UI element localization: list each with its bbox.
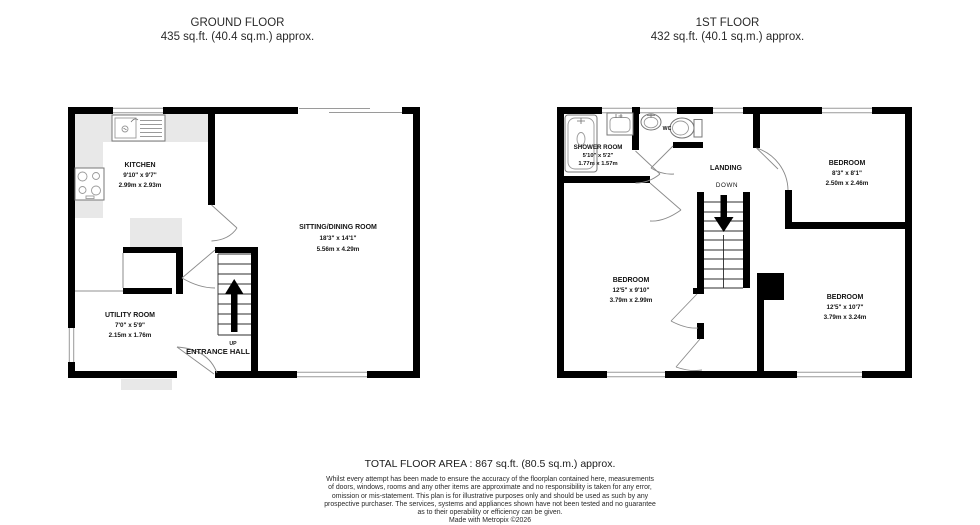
sitting-room-label: SITTING/DINING ROOM <box>299 224 377 231</box>
basin-icon <box>607 113 633 135</box>
window <box>640 107 677 114</box>
ground-floor-title <box>60 16 415 44</box>
chimney-block <box>757 273 784 300</box>
bedroom2-dim-metric: 3.79m x 2.99m <box>609 297 653 304</box>
door-arc <box>671 294 698 328</box>
bedroom2-label: BEDROOM <box>612 277 650 284</box>
window <box>797 371 862 378</box>
stairs-down <box>704 195 743 288</box>
bedroom3-dim-metric: 3.79m x 3.24m <box>823 314 867 321</box>
utility-room-dim-imperial: 7'0" x 5'9" <box>115 322 145 329</box>
bedroom2-dim-imperial: 12'5" x 9'10" <box>612 287 650 294</box>
hob-icon <box>75 168 104 200</box>
disclaimer-line: of doors, windows, rooms and any other items are approximate and no responsibility is taken for any error, <box>328 484 652 492</box>
bedroom1-dim-metric: 2.50m x 2.46m <box>825 180 869 187</box>
disclaimer-line: as to their operability or efficiency can be given. <box>417 509 563 517</box>
ground-floor-plan <box>60 95 430 395</box>
metropix-credit: Made with Metropix ©2026 <box>448 517 532 525</box>
ground-floor-title-text: GROUND FLOOR <box>190 17 285 29</box>
utility-room-dim-metric: 2.15m x 1.76m <box>108 332 152 339</box>
shower-room-label: SHOWER ROOM <box>573 144 623 151</box>
door-arc <box>212 205 238 241</box>
toilet-icon <box>670 118 702 138</box>
kitchen-dim-metric: 2.99m x 2.93m <box>118 182 162 189</box>
window <box>113 107 163 114</box>
door-arc <box>757 148 789 190</box>
entrance-hall-label: ENTRANCE HALL <box>186 347 250 356</box>
total-floor-area: TOTAL FLOOR AREA : 867 sq.ft. (80.5 sq.m.) approx. <box>364 458 616 470</box>
window <box>299 109 402 113</box>
kitchen-label: KITCHEN <box>124 162 156 169</box>
sitting-room-dim-imperial: 18'3" x 14'1" <box>319 235 357 242</box>
utility-cupboard-lines <box>75 253 123 291</box>
ground-floor-labels <box>105 162 377 356</box>
up-label: UP <box>229 341 237 347</box>
bedroom3-label: BEDROOM <box>826 294 864 301</box>
wc-label: WC <box>662 126 672 132</box>
bedroom1-dim-imperial: 8'3" x 8'1" <box>832 170 862 177</box>
disclaimer-line: prospective purchaser. The services, systems and appliances shown have not been tested and no guarantee <box>324 500 656 508</box>
entrance-step <box>121 379 172 390</box>
window <box>68 328 75 362</box>
window <box>713 107 743 114</box>
landing-label: LANDING <box>710 165 742 172</box>
shower-room-dim-metric: 1.77m x 1.57m <box>578 161 618 167</box>
first-floor-area-text: 432 sq.ft. (40.1 sq.m.) approx. <box>650 31 805 43</box>
down-label: DOWN <box>715 182 739 189</box>
corner-basin-icon <box>641 114 661 130</box>
shower-room-dim-imperial: 5'10" x 5'2" <box>582 153 614 159</box>
kitchen-dim-imperial: 9'10" x 9'7" <box>123 172 157 179</box>
stairs-up <box>218 254 251 335</box>
bedroom1-label: BEDROOM <box>828 160 866 167</box>
window <box>607 371 665 378</box>
door-arc <box>650 183 681 221</box>
window <box>822 107 872 114</box>
first-floor-title-text: 1ST FLOOR <box>695 17 760 29</box>
first-floor-title <box>550 16 905 44</box>
window <box>297 371 367 378</box>
disclaimer-line: Whilst every attempt has been made to ensure the accuracy of the floorplan contained here, measurements <box>326 476 654 483</box>
first-floor-plan <box>550 95 920 395</box>
bedroom3-dim-imperial: 12'5" x 10'7" <box>826 304 864 311</box>
door-arc <box>182 250 215 288</box>
disclaimer-line: omission or mis-statement. This plan is for illustrative purposes only and should be used as such by any <box>331 492 649 500</box>
first-floor-doors <box>636 146 789 371</box>
ground-floor-area-text: 435 sq.ft. (40.4 sq.m.) approx. <box>160 31 315 43</box>
sink-icon <box>112 115 165 141</box>
first-floor-windows <box>602 107 872 378</box>
sitting-room-dim-metric: 5.56m x 4.29m <box>316 246 360 253</box>
door-arc <box>651 146 674 174</box>
utility-room-label: UTILITY ROOM <box>104 312 156 319</box>
footer <box>0 458 980 525</box>
door-arc <box>676 339 702 371</box>
down-arrow-icon <box>714 195 734 232</box>
